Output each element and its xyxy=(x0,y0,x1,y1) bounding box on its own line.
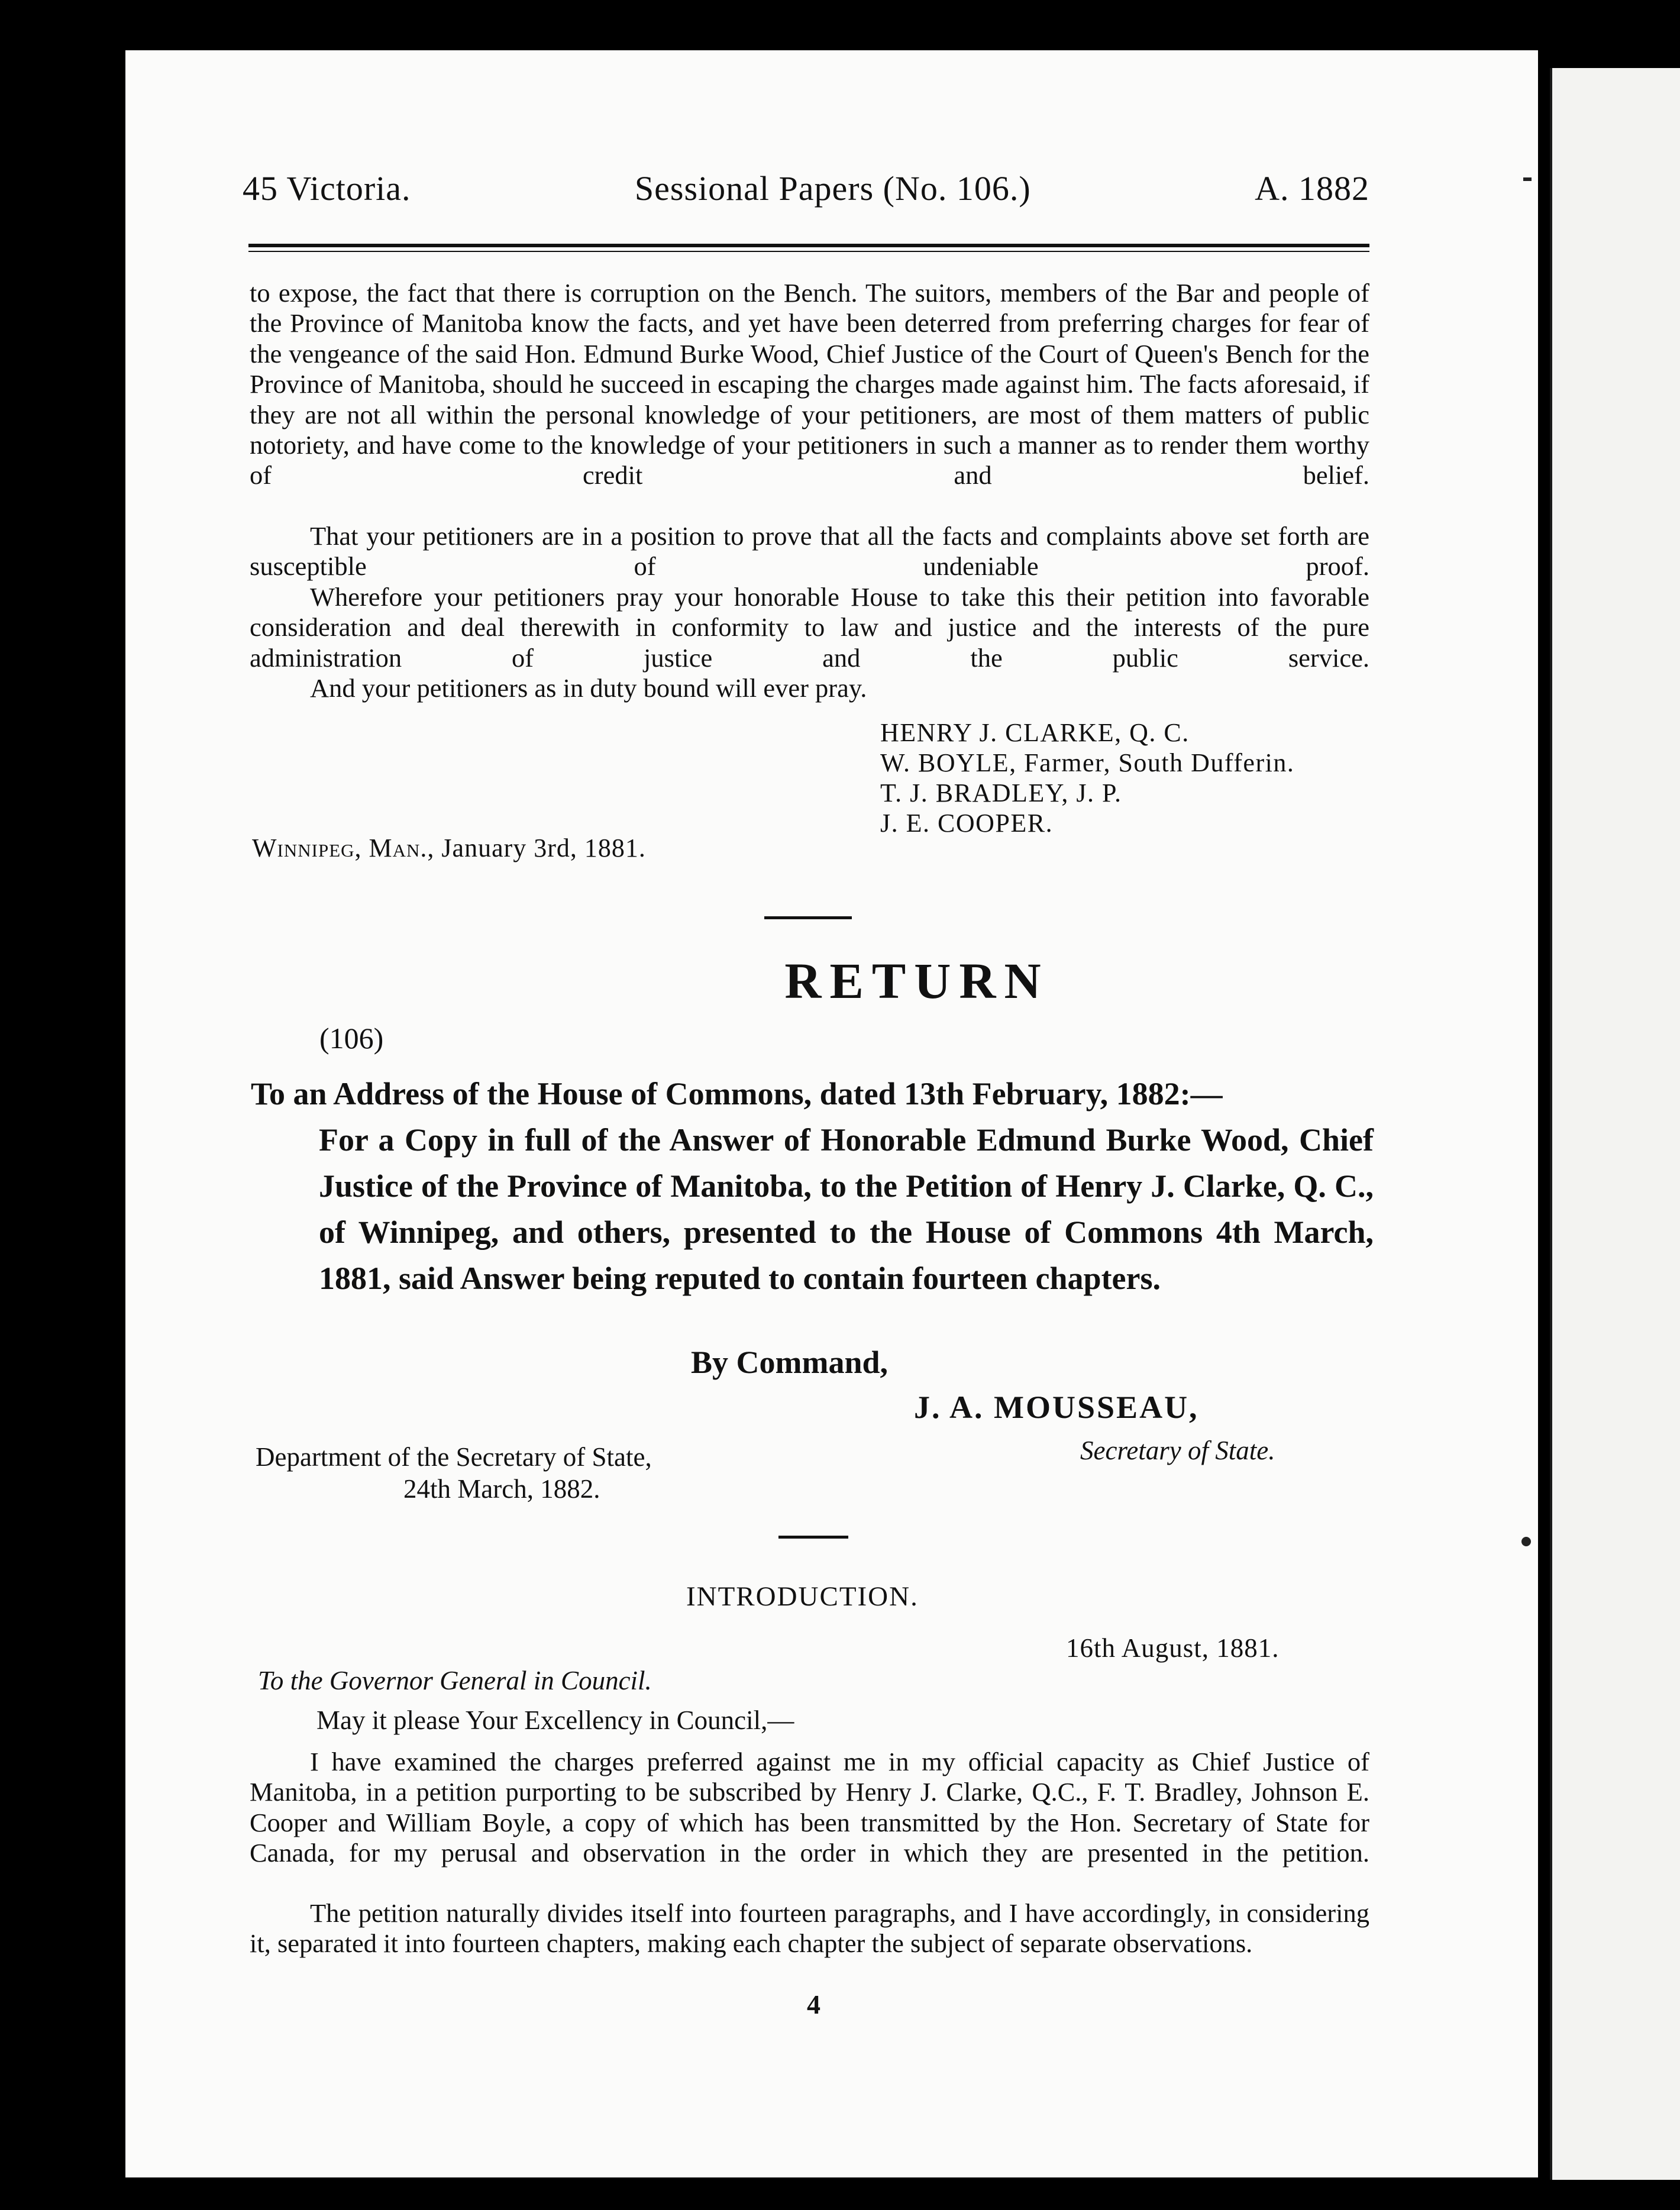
signatory: W. BOYLE, Farmer, South Dufferin. xyxy=(880,748,1295,777)
department-block xyxy=(256,1441,652,1505)
header-volume: 45 Victoria. xyxy=(243,169,411,208)
address-first-line: To an Address of the House of Commons, dated 13th February, 1882:— xyxy=(251,1076,1223,1112)
return-number: (106) xyxy=(319,1022,384,1055)
introduction-paragraph: I have examined the charges preferred against me in my official capacity as Chief Justice of Manitoba, in a petition purporting to be subscribed by Henry J. Clarke, Q.C., F. T. Bradley, Johnson E. Cooper and William Boyle, a copy of which has been transmitted by the Hon. Secretary of State for Canada, for my perusal and observation in the order in which they are presented in the petition. xyxy=(250,1747,1369,1868)
introduction-salutation: May it please Your Excellency in Council,— xyxy=(316,1705,794,1735)
page-gutter-line xyxy=(1550,68,1552,2180)
introduction-date: 16th August, 1881. xyxy=(1066,1633,1280,1663)
petition-place: Winnipeg, Man., xyxy=(252,833,435,862)
introduction-paragraph: The petition naturally divides itself into fourteen paragraphs, and I have accordingly, in considering it, separated it into fourteen chapters, making each chapter the subject of separate observations. xyxy=(250,1898,1369,1959)
page-number: 4 xyxy=(807,1989,820,2020)
department-name: Department of the Secretary of State, xyxy=(256,1442,652,1472)
petition-date: January 3rd, 1881. xyxy=(441,833,646,862)
petition-paragraph: to expose, the fact that there is corruption on the Bench. The suitors, members of the Bar and people of the Province of Manitoba know the facts, and yet have been deterred from preferring charges for fear of the vengeance of the said Hon. Edmund Burke Wood, Chief Justice of the Court of Queen's Bench for the Province of Manitoba, should he succeed in escaping the charges made against him. The facts aforesaid, if they are not all within the personal knowledge of your petitioners, are most of them matters of public notoriety, and have come to the knowledge of your petitioners in such a manner as to render them worthy of credit and belief. xyxy=(250,278,1369,490)
return-heading: RETURN xyxy=(784,952,1049,1009)
petition-paragraph: That your petitioners are in a position to prove that all the facts and complaints above set forth are susceptible of undeniable proof. xyxy=(250,521,1369,581)
address-body: For a Copy in full of the Answer of Honorable Edmund Burke Wood, Chief Justice of the Province of Manitoba, to the Petition of Henry J. Clarke, Q. C., of Winnipeg, and others, presented to the House of Commons 4th March, 1881, said Answer being reputed to contain fourteen chapters. xyxy=(319,1122,1374,1296)
introduction-heading: INTRODUCTION. xyxy=(686,1581,919,1612)
adjacent-page-edge xyxy=(1551,68,1680,2180)
signatory: J. E. COOPER. xyxy=(880,809,1054,838)
scan-speck xyxy=(1523,177,1532,181)
section-divider xyxy=(778,1536,848,1539)
header-rule-thick xyxy=(248,244,1369,247)
signer-title: Secretary of State. xyxy=(1080,1436,1275,1465)
petition-place-date xyxy=(252,833,646,863)
petition-paragraph: Wherefore your petitioners pray your honorable House to take this their petition into favorable consideration and deal therewith in conformity to law and justice and the interests of the pure administration of justice and the public service. xyxy=(250,582,1369,673)
header-title: Sessional Papers (No. 106.) xyxy=(634,169,1031,208)
running-header xyxy=(243,169,1369,208)
signatories xyxy=(880,718,1294,838)
section-divider xyxy=(764,916,852,919)
header-year: A. 1882 xyxy=(1255,169,1369,208)
signatory: HENRY J. CLARKE, Q. C. xyxy=(880,718,1190,747)
header-rule-thin xyxy=(248,251,1369,252)
signer-name: J. A. MOUSSEAU, xyxy=(914,1390,1199,1425)
introduction-addressee: To the Governor General in Council. xyxy=(258,1666,652,1695)
by-command: By Command, xyxy=(691,1345,889,1380)
department-date: 24th March, 1882. xyxy=(403,1474,600,1504)
petition-paragraph: And your petitioners as in duty bound will ever pray. xyxy=(310,673,867,703)
address-block xyxy=(251,1071,1374,1301)
scan-speck xyxy=(1521,1537,1531,1546)
signatory: T. J. BRADLEY, J. P. xyxy=(880,778,1122,807)
